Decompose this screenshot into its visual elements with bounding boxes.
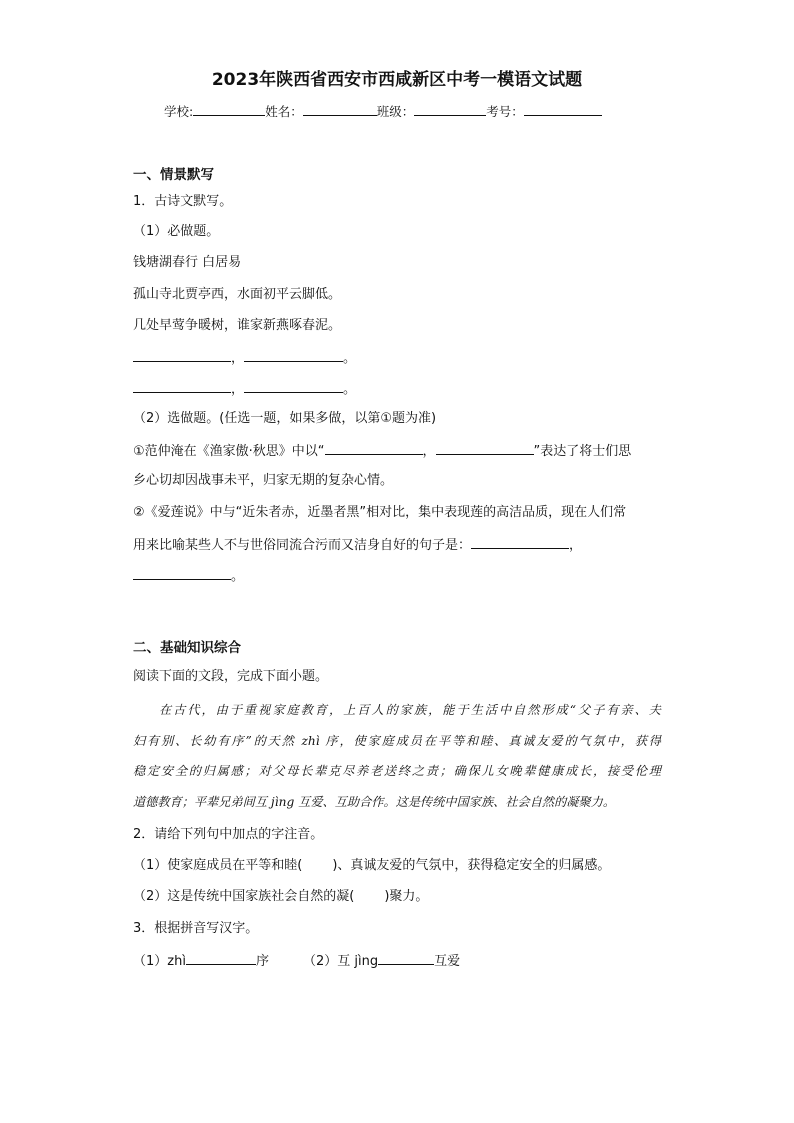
school-blank — [193, 103, 265, 116]
passage-line: 稳定安全的归属感；对父母长辈克尽养老送终之责；确保儿女晚辈健康成长，接受伦理 — [133, 764, 661, 778]
question-2-1-text: )、真诚友爱的气氛中，获得稳定安全的归属感。 — [332, 858, 611, 873]
question-2-2-text: （2）这是传统中国家族社会自然的凝( — [133, 889, 355, 904]
answer-blank[interactable] — [133, 348, 231, 362]
reading-passage — [133, 695, 661, 817]
answer-blank[interactable] — [378, 951, 434, 965]
class-label: 班级： — [376, 104, 415, 119]
answer-blank[interactable] — [244, 379, 343, 393]
name-blank — [303, 103, 377, 116]
question-1-1: （1）必做题。 — [133, 224, 220, 239]
question-2: 2．请给下列句中加点的字注音。 — [133, 827, 324, 842]
option-1-text: ①范仲淹在《渔家傲·秋思》中以“ — [133, 444, 325, 459]
option-2: ②《爱莲说》中与“近朱者赤，近墨者黑”相对比，集中表现莲的高洁品质，现在人们常 — [133, 505, 627, 520]
poem-line-2: 几处早莺争暖树，谁家新燕啄春泥。 — [133, 318, 342, 333]
class-blank — [414, 103, 486, 116]
period: 。 — [231, 569, 245, 584]
passage-line: 妇有别、长幼有序”的天然 zhì 序，使家庭成员在平等和睦、真诚友爱的气氛中，获得 — [133, 733, 661, 748]
passage-line: 道德教育；平辈兄弟间互 jìng 互爱、互助合作。这是传统中国家族、社会自然的凝聚力。 — [133, 794, 616, 809]
question-2-2-text: )聚力。 — [384, 889, 429, 904]
question-3-1-suffix: 序 — [255, 954, 269, 969]
comma: ， — [231, 382, 245, 397]
option-2-end — [133, 566, 244, 586]
page-title: 2023年陕西省西安市西咸新区中考一模语文试题 — [211, 70, 583, 90]
option-2-text: 用来比喻某些人不与世俗同流合污而又洁身自好的句子是： — [133, 538, 472, 553]
question-3-items — [133, 951, 460, 971]
comma: ， — [231, 351, 245, 366]
reading-intro: 阅读下面的文段，完成下面小题。 — [133, 669, 329, 684]
option-1-text: ”表达了将士们思 — [533, 444, 632, 459]
question-1: 1．古诗文默写。 — [133, 194, 233, 209]
answer-blank[interactable] — [244, 348, 343, 362]
answer-blank[interactable] — [325, 441, 423, 455]
section-heading-2: 二、基础知识综合 — [133, 640, 241, 656]
comma: ， — [569, 538, 583, 553]
name-label: 姓名： — [265, 104, 303, 119]
school-label: 学校: — [164, 104, 194, 119]
comma: ， — [422, 444, 436, 459]
passage-line: 在古代，由于重视家庭教育，上百人的家族，能于生活中自然形成“父子有亲、夫 — [159, 703, 661, 717]
question-3-2-label: （2）互 jìng — [302, 954, 379, 969]
option-1-cont: 乡心切却因战事未平，归家无期的复杂心情。 — [133, 473, 394, 488]
answer-blank[interactable] — [133, 566, 231, 580]
answer-blank[interactable] — [436, 441, 534, 455]
question-2-1-text: （1）使家庭成员在平等和睦( — [133, 858, 303, 873]
number-label: 考号： — [486, 104, 524, 119]
question-2-1 — [133, 857, 610, 875]
question-3-1-label: （1）zhì — [133, 954, 186, 969]
option-2-cont — [133, 535, 582, 555]
number-blank — [524, 103, 602, 116]
answer-blank[interactable] — [471, 535, 569, 549]
option-1 — [133, 441, 631, 461]
answer-blank[interactable] — [186, 951, 256, 965]
answer-line-2 — [133, 379, 356, 399]
section-heading-1: 一、情景默写 — [133, 167, 214, 183]
student-info-row — [164, 103, 602, 121]
question-2-2 — [133, 888, 428, 906]
poem-title: 钱塘湖春行 白居易 — [133, 255, 242, 270]
answer-line-1 — [133, 348, 356, 368]
question-1-2: （2）选做题。(任选一题，如果多做，以第①题为准) — [133, 411, 437, 426]
question-3: 3．根据拼音写汉字。 — [133, 921, 259, 936]
question-3-2-suffix: 互爱 — [434, 954, 461, 969]
answer-blank[interactable] — [133, 379, 231, 393]
poem-line-1: 孤山寺北贾亭西，水面初平云脚低。 — [133, 287, 342, 302]
period: 。 — [343, 351, 357, 366]
period: 。 — [343, 382, 357, 397]
